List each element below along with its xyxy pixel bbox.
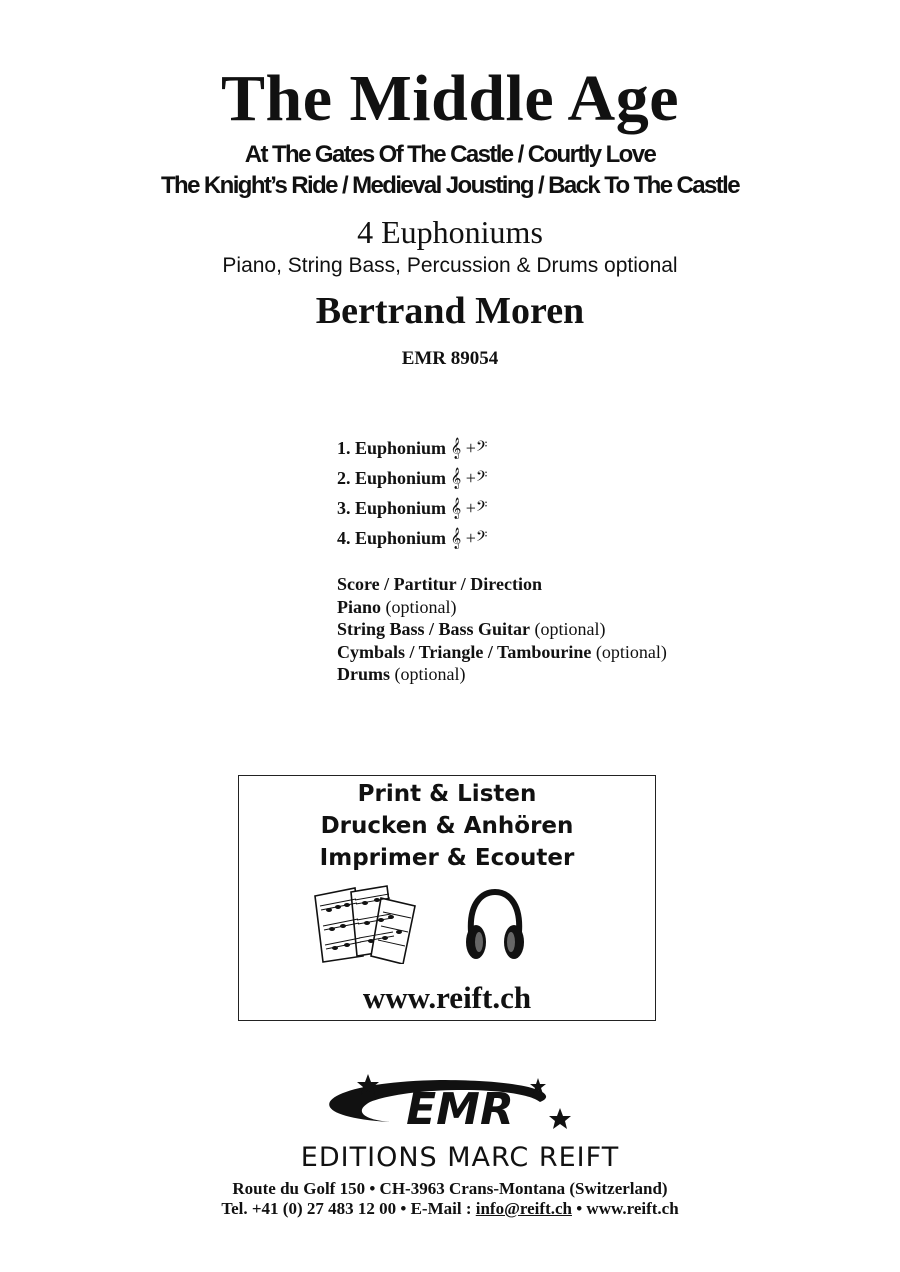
extra-name: Score / Partitur / Direction <box>337 574 542 594</box>
part-label: 1. Euphonium <box>337 438 447 458</box>
part-item <box>337 436 487 466</box>
extra-item <box>337 641 667 664</box>
website-link[interactable]: www.reift.ch <box>362 980 532 1015</box>
publisher-contact <box>0 1198 900 1220</box>
clef-icon: 𝄞 +𝄢 <box>450 468 488 488</box>
extras-list <box>337 573 667 686</box>
print-listen-box <box>238 775 656 1021</box>
extra-note: (optional) <box>591 641 667 662</box>
extra-item <box>337 596 667 619</box>
clef-icon: 𝄞 +𝄢 <box>450 498 488 518</box>
catalog-number: EMR 89054 <box>401 348 499 369</box>
logo-emr-text: EMR <box>406 1084 514 1135</box>
page-title: The Middle Age <box>220 62 679 135</box>
sheet-music-icon <box>311 882 423 964</box>
subtitle-line-2: The Knight’s Ride / Medieval Jousting / Back To The Castle <box>161 172 739 199</box>
extra-item <box>337 573 667 596</box>
part-item <box>337 496 487 526</box>
logo-publisher-name: EDITIONS MARC REIFT <box>300 1142 620 1172</box>
part-label: 4. Euphonium <box>337 528 447 548</box>
contact-tel: Tel. +41 (0) 27 483 12 00 • E-Mail : <box>221 1199 476 1218</box>
promo-line-2: Drucken & Anhören <box>320 813 574 839</box>
headphones-icon <box>463 888 527 964</box>
extra-note: (optional) <box>390 664 466 685</box>
email-link[interactable]: info@reift.ch <box>475 1199 572 1218</box>
parts-list <box>337 436 487 556</box>
publisher-address: Route du Golf 150 • CH-3963 Crans-Montana (Switzerland) <box>232 1179 668 1198</box>
promo-line-1: Print & Listen <box>357 781 537 807</box>
emr-logo <box>240 1072 680 1172</box>
extra-name: Piano <box>337 596 382 617</box>
extra-note: (optional) <box>530 619 606 640</box>
extra-name: String Bass / Bass Guitar <box>337 619 531 640</box>
extra-name: Cymbals / Triangle / Tambourine <box>337 641 592 662</box>
part-label: 3. Euphonium <box>337 498 447 518</box>
composer-name: Bertrand Moren <box>315 290 585 332</box>
extra-item <box>337 663 667 686</box>
subtitle-line-1: At The Gates Of The Castle / Courtly Love <box>244 141 656 168</box>
optional-instruments: Piano, String Bass, Percussion & Drums optional <box>222 254 678 277</box>
extra-item <box>337 618 667 641</box>
instrumentation: 4 Euphoniums <box>357 214 543 250</box>
promo-line-3: Imprimer & Ecouter <box>319 845 575 871</box>
part-item <box>337 526 487 556</box>
clef-icon: 𝄞 +𝄢 <box>450 438 488 458</box>
extra-note: (optional) <box>381 596 457 617</box>
clef-icon: 𝄞 +𝄢 <box>450 528 488 548</box>
contact-web: • www.reift.ch <box>571 1199 679 1218</box>
part-item <box>337 466 487 496</box>
part-label: 2. Euphonium <box>337 468 447 488</box>
extra-name: Drums <box>337 664 390 685</box>
